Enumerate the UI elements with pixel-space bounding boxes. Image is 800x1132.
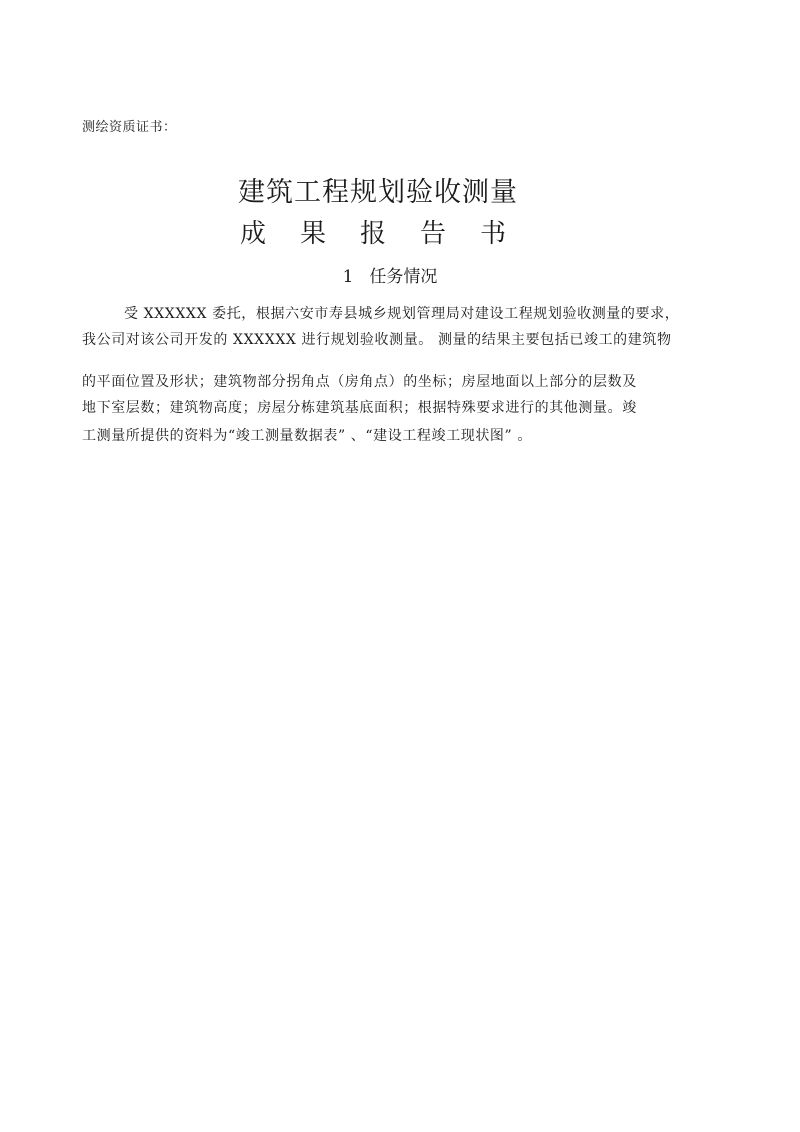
paragraph-line: 的平面位置及形状；建筑物部分拐角点（房角点）的坐标；房屋地面以上部分的层数及 [82,374,637,390]
section-heading [0,262,780,287]
document-subtitle: 成果报告书 [239,219,540,249]
paragraph-line: 地下室层数；建筑物高度；房屋分栋建筑基底面积；根据特殊要求进行的其他测量。竣 [82,400,637,416]
document-title: 建筑工程规划验收测量 [238,177,518,208]
paragraph-line: 我公司对该公司开发的 XXXXXX 进行规划验收测量。 测量的结果主要包括已竣工的建筑物 [82,332,672,348]
paragraph-line: 受 XXXXXX 委托，根据六安市寿县城乡规划管理局对建设工程规划验收测量的要求， [124,306,680,322]
section-title: 任务情况 [369,267,438,287]
paragraph-line: 工测量所提供的资料为“竣工测量数据表” 、“建设工程竣工现状图” 。 [82,428,532,444]
section-number: 1 [342,267,354,287]
certificate-label: 测绘资质证书： [82,120,177,135]
